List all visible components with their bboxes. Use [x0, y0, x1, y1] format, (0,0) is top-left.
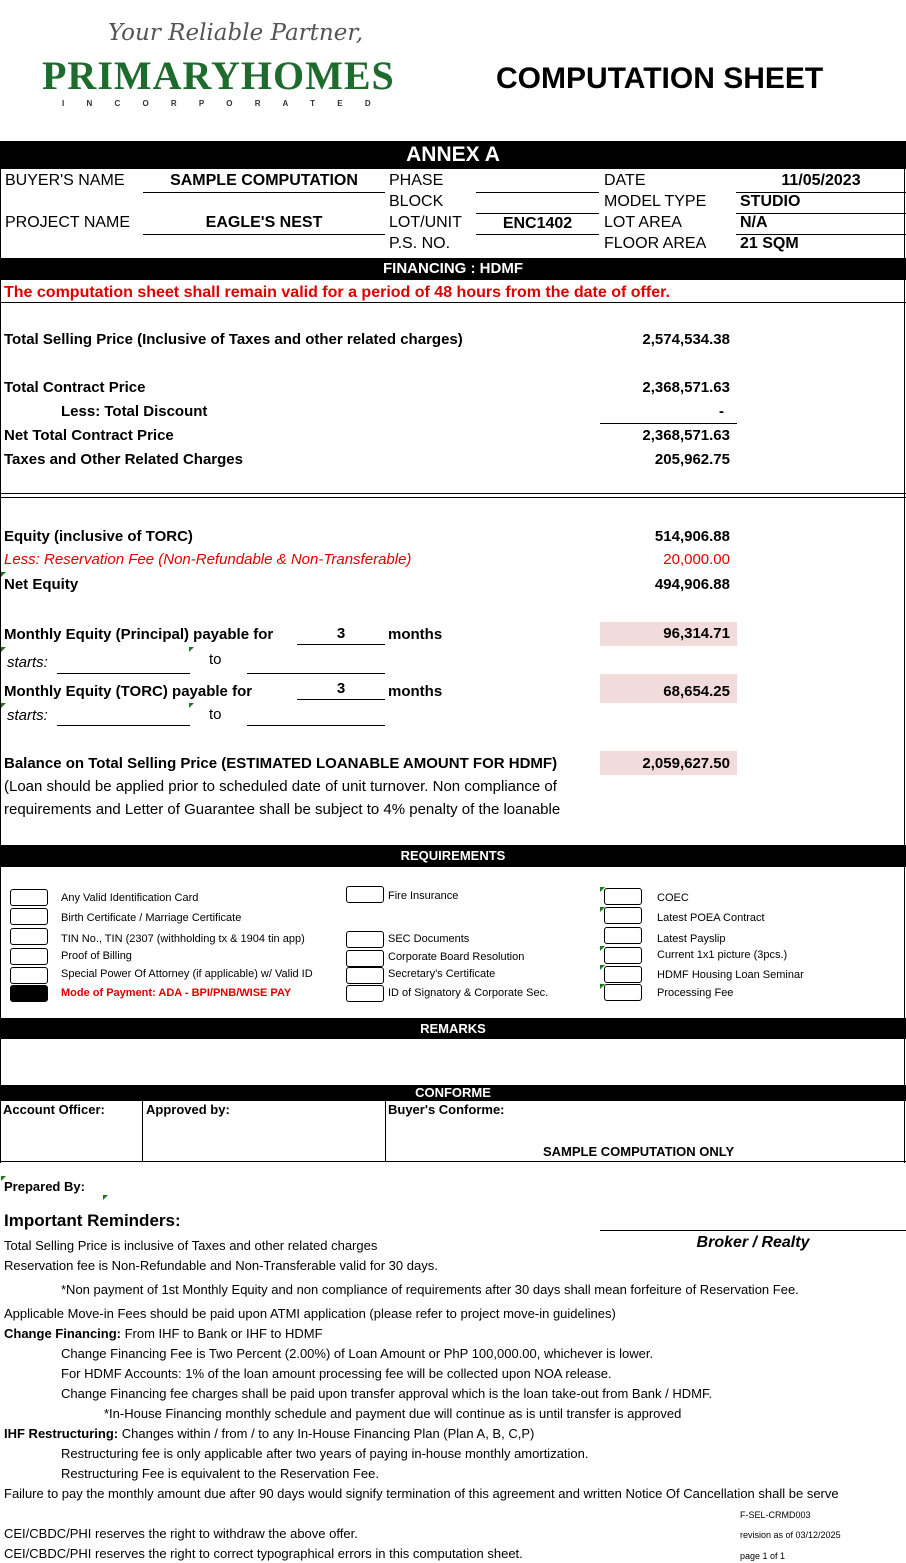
reminder-4: Applicable Move-in Fees should be paid upon ATMI application (please refer to project move-in guidelines) — [4, 1306, 616, 1321]
monthly-principal-months-underline — [297, 644, 385, 645]
reminder-7: For HDMF Accounts: 1% of the loan amount processing fee will be collected upon NOA release. — [61, 1366, 612, 1381]
req-item-sec-docs: SEC Documents — [388, 933, 470, 945]
reminder-10-text: Changes within / from / to any In-House Financing Plan (Plan A, B, C,P) — [118, 1426, 535, 1441]
req-item-mode-payment: Mode of Payment: ADA - BPI/PNB/WISE PAY — [61, 987, 292, 999]
net-equity-label: Net Equity — [4, 576, 79, 593]
req-item-payslip: Latest Payslip — [657, 933, 726, 945]
req-item-tin: TIN No., TIN (2307 (withholding tx & 1904 tin app) — [61, 933, 305, 945]
reminders-title: Important Reminders: — [4, 1211, 181, 1230]
lot-unit-underline — [476, 234, 599, 235]
broker-signature-line — [600, 1230, 906, 1231]
discount-underline — [600, 423, 737, 424]
section-divider — [0, 302, 906, 303]
req-checkbox-valid-id[interactable] — [10, 889, 48, 906]
validity-notice: The computation sheet shall remain valid for a period of 48 hours from the date of offer. — [4, 284, 670, 301]
reminder-1: Total Selling Price is inclusive of Taxes and other related charges — [4, 1238, 378, 1253]
logo-brand: PRIMARYHOMES — [42, 53, 395, 98]
monthly-torc-label: Monthly Equity (TORC) payable for — [4, 683, 253, 700]
principal-to-label: to — [209, 651, 222, 668]
tcp-value: 2,368,571.63 — [642, 379, 730, 396]
cell-comment-marker — [600, 984, 605, 989]
logo-brand-sub: I N C O R P O R A T E D — [62, 99, 381, 108]
cell-comment-marker — [103, 1195, 108, 1200]
model-type-value: STUDIO — [740, 193, 801, 210]
conforme-bottom-border — [0, 1161, 906, 1162]
cell-comment-marker — [600, 946, 605, 951]
conforme-divider-2 — [385, 1101, 386, 1162]
req-item-birth-cert: Birth Certificate / Marriage Certificate — [61, 912, 242, 924]
balance-value: 2,059,627.50 — [642, 755, 730, 772]
cell-comment-marker — [600, 907, 605, 912]
req-checkbox-seminar[interactable] — [604, 966, 642, 983]
reminder-6: Change Financing Fee is Two Percent (2.00%) of Loan Amount or PhP 100,000.00, whichever is lower. — [61, 1346, 654, 1361]
annex-title-bar: ANNEX A — [0, 141, 906, 169]
cell-comment-marker — [189, 703, 194, 708]
ntcp-label: Net Total Contract Price — [4, 427, 174, 444]
conforme-divider-1 — [142, 1101, 143, 1162]
reminder-13: Failure to pay the monthly amount due after 90 days would signify termination of this agreement and written Notice Of Cancellation shall be serve — [4, 1486, 839, 1501]
sheet-title: COMPUTATION SHEET — [496, 62, 824, 95]
req-checkbox-id-signatory[interactable] — [346, 985, 384, 1002]
cell-comment-marker — [600, 887, 605, 892]
sample-computation-note: SAMPLE COMPUTATION ONLY — [543, 1144, 735, 1159]
req-checkbox-birth-cert[interactable] — [10, 908, 48, 925]
date-label: DATE — [604, 172, 646, 189]
reminder-14: CEI/CBDC/PHI reserves the right to withdraw the above offer. — [4, 1526, 358, 1541]
prepared-by-label: Prepared By: — [4, 1179, 85, 1194]
req-item-seminar: HDMF Housing Loan Seminar — [657, 969, 804, 981]
balance-label: Balance on Total Selling Price (ESTIMATED LOANABLE AMOUNT FOR HDMF) — [4, 755, 558, 772]
equity-label: Equity (inclusive of TORC) — [4, 528, 193, 545]
req-checkbox-poea[interactable] — [604, 907, 642, 924]
logo-tagline: Your Reliable Partner, — [108, 20, 364, 46]
tcp-label: Total Contract Price — [4, 379, 146, 396]
revision-date: revision as of 03/12/2025 — [740, 1530, 841, 1540]
conforme-title-bar: CONFORME — [0, 1085, 906, 1101]
req-item-processing-fee: Processing Fee — [657, 987, 734, 999]
loan-note-line-1: (Loan should be applied prior to scheduled date of unit turnover. Non compliance of — [4, 778, 557, 795]
project-name-value: EAGLE'S NEST — [205, 214, 323, 231]
torc-starts-label: starts: — [7, 707, 48, 724]
page-number: page 1 of 1 — [740, 1551, 786, 1561]
monthly-torc-value: 68,654.25 — [663, 683, 730, 700]
financing-title-bar: FINANCING : HDMF — [0, 258, 906, 280]
principal-starts-field[interactable] — [57, 673, 190, 674]
project-name-underline — [143, 234, 385, 235]
req-checkbox-sec-docs[interactable] — [346, 931, 384, 948]
monthly-principal-value: 96,314.71 — [663, 625, 730, 642]
req-checkbox-tin[interactable] — [10, 928, 48, 945]
loan-note-line-2: requirements and Letter of Guarantee shall be subject to 4% penalty of the loanable — [4, 801, 561, 818]
taxes-label: Taxes and Other Related Charges — [4, 451, 243, 468]
reminder-2: Reservation fee is Non-Refundable and Non-Transferable valid for 30 days. — [4, 1258, 438, 1273]
reminder-5 — [4, 1326, 323, 1341]
form-number: F-SEL-CRMD003 — [740, 1510, 811, 1520]
discount-label: Less: Total Discount — [61, 403, 208, 420]
lot-unit-value: ENC1402 — [502, 215, 573, 232]
reminder-11: Restructuring fee is only applicable after two years of paying in-house monthly amortization. — [61, 1446, 589, 1461]
left-border — [0, 141, 1, 1163]
equity-value: 514,906.88 — [654, 528, 730, 545]
buyer-name-label: BUYER'S NAME — [5, 172, 125, 189]
reminder-8: Change Financing fee charges shall be paid upon transfer approval which is the loan take-out from Bank / HDMF. — [61, 1386, 713, 1401]
req-checkbox-fire-insurance[interactable] — [346, 886, 384, 903]
req-item-board-resolution: Corporate Board Resolution — [388, 951, 525, 963]
req-item-proof-billing: Proof of Billing — [61, 950, 132, 962]
reservation-fee-value: 20,000.00 — [663, 551, 730, 568]
remarks-field[interactable] — [1, 1039, 904, 1085]
monthly-torc-months-underline — [297, 699, 385, 700]
block-underline — [476, 213, 599, 214]
double-divider-top — [0, 493, 906, 494]
req-checkbox-processing-fee[interactable] — [604, 984, 642, 1001]
req-checkbox-board-resolution[interactable] — [346, 950, 384, 967]
net-equity-value: 494,906.88 — [654, 576, 730, 593]
req-item-picture: Current 1x1 picture (3pcs.) — [657, 949, 788, 961]
monthly-principal-months-word: months — [388, 626, 443, 643]
monthly-torc-months: 3 — [336, 680, 346, 697]
req-checkbox-secretary-cert[interactable] — [346, 967, 384, 984]
reminder-15: CEI/CBDC/PHI reserves the right to correct typographical errors in this computation sheet. — [4, 1546, 523, 1561]
req-item-spa: Special Power Of Attorney (if applicable) w/ Valid ID — [61, 968, 313, 980]
ntcp-value: 2,368,571.63 — [642, 427, 730, 444]
broker-realty-label: Broker / Realty — [696, 1234, 810, 1251]
reminder-3: *Non payment of 1st Monthly Equity and non compliance of requirements after 30 days shall mean forfeiture of Reservation Fee. — [61, 1282, 799, 1297]
monthly-torc-months-word: months — [388, 683, 443, 700]
req-item-coec: COEC — [657, 892, 689, 904]
reminder-10 — [4, 1426, 534, 1441]
double-divider-bottom — [0, 497, 906, 498]
lot-area-value: N/A — [740, 214, 768, 231]
torc-to-field[interactable] — [247, 725, 385, 726]
approved-by-label: Approved by: — [146, 1102, 230, 1117]
lot-unit-label: LOT/UNIT — [389, 214, 462, 231]
cell-comment-marker — [1, 647, 6, 652]
req-checkbox-picture[interactable] — [604, 947, 642, 964]
ps-no-label: P.S. NO. — [389, 235, 451, 252]
right-border — [904, 141, 905, 1163]
project-name-label: PROJECT NAME — [5, 214, 131, 231]
reminder-10-heading: IHF Restructuring: — [4, 1426, 119, 1441]
cell-comment-marker — [1, 703, 6, 708]
requirements-title-bar: REQUIREMENTS — [0, 845, 906, 867]
reminder-5-text: From IHF to Bank or IHF to HDMF — [121, 1326, 323, 1341]
principal-starts-label: starts: — [7, 654, 48, 671]
lot-area-label: LOT AREA — [604, 214, 682, 231]
model-type-label: MODEL TYPE — [604, 193, 707, 210]
remarks-title-bar: REMARKS — [0, 1018, 906, 1039]
phase-label: PHASE — [389, 172, 444, 189]
req-checkbox-payslip[interactable] — [604, 927, 642, 944]
req-checkbox-mode-payment[interactable] — [10, 985, 48, 1002]
cell-comment-marker — [1, 572, 6, 577]
buyer-conforme-label: Buyer's Conforme: — [388, 1102, 505, 1117]
block-label: BLOCK — [389, 193, 444, 210]
req-item-fire-insurance: Fire Insurance — [388, 890, 459, 902]
phase-underline — [476, 192, 599, 193]
buyer-name-value: SAMPLE COMPUTATION — [170, 172, 358, 189]
taxes-value: 205,962.75 — [654, 451, 730, 468]
monthly-principal-months: 3 — [336, 625, 346, 642]
date-value: 11/05/2023 — [781, 172, 861, 189]
reminder-12: Restructuring Fee is equivalent to the Reservation Fee. — [61, 1466, 379, 1481]
req-item-secretary-cert: Secretary's Certificate — [388, 968, 496, 980]
req-checkbox-coec[interactable] — [604, 888, 642, 905]
reminder-9: *In-House Financing monthly schedule and payment due will continue as is until transfer is approved — [104, 1406, 682, 1421]
monthly-principal-label: Monthly Equity (Principal) payable for — [4, 626, 274, 643]
discount-value: - — [719, 403, 724, 420]
account-officer-label: Account Officer: — [3, 1102, 105, 1117]
reminder-5-heading: Change Financing: — [4, 1326, 121, 1341]
req-item-valid-id: Any Valid Identification Card — [61, 892, 199, 904]
reservation-fee-label: Less: Reservation Fee (Non-Refundable & Non-Transferable) — [4, 551, 412, 568]
torc-starts-field[interactable] — [57, 725, 190, 726]
torc-to-label: to — [209, 706, 222, 723]
buyer-name-underline — [143, 192, 385, 193]
tsp-label: Total Selling Price (Inclusive of Taxes and other related charges) — [4, 331, 463, 348]
req-checkbox-proof-billing[interactable] — [10, 948, 48, 965]
req-checkbox-spa[interactable] — [10, 967, 48, 984]
tsp-value: 2,574,534.38 — [642, 331, 730, 348]
req-item-poea: Latest POEA Contract — [657, 912, 765, 924]
req-item-id-signatory: ID of Signatory & Corporate Sec. — [388, 987, 549, 999]
cell-comment-marker — [600, 965, 605, 970]
cell-comment-marker — [189, 647, 194, 652]
principal-to-field[interactable] — [247, 673, 385, 674]
floor-area-value: 21 SQM — [740, 235, 799, 252]
floor-area-label: FLOOR AREA — [604, 235, 707, 252]
